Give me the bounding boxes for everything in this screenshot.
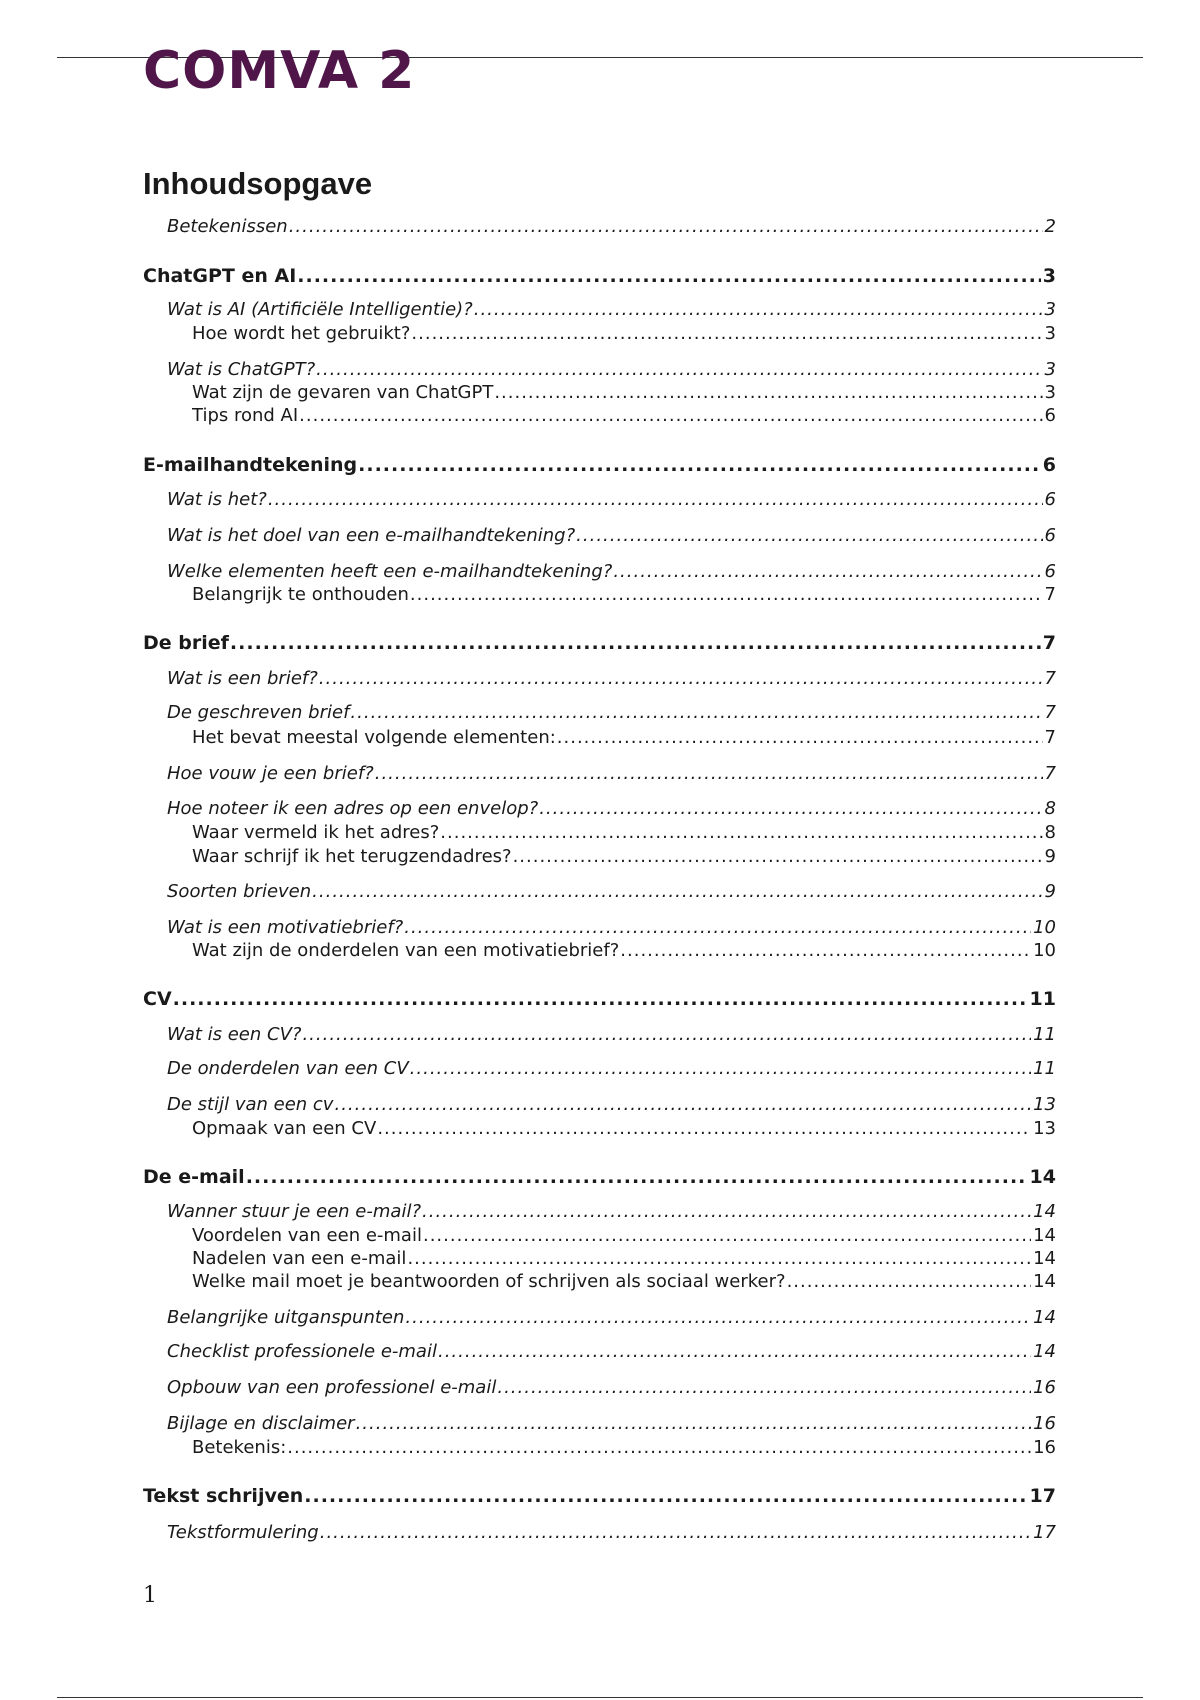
toc-leader-dots xyxy=(576,524,1042,548)
toc-entry-label: Tekst schrijven xyxy=(143,1485,304,1507)
toc-entry[interactable] xyxy=(167,916,1056,940)
toc-leader-dots xyxy=(358,453,1041,477)
toc-entry-page: 6 xyxy=(1044,525,1056,546)
toc-entry-page: 14 xyxy=(1033,1341,1056,1362)
toc-entry-page: 2 xyxy=(1044,216,1056,237)
toc-entry-page: 16 xyxy=(1033,1413,1056,1434)
toc-entry-label: De e-mail xyxy=(143,1166,245,1188)
toc-entry-label: Belangrijke uitganspunten xyxy=(167,1307,405,1328)
toc-leader-dots xyxy=(289,215,1043,239)
toc-entry[interactable] xyxy=(167,1521,1056,1545)
toc-leader-dots xyxy=(319,667,1043,691)
toc-leader-dots xyxy=(316,358,1042,382)
toc-entry-label: Betekenissen xyxy=(167,216,288,237)
toc-entry-page: 3 xyxy=(1042,265,1056,287)
toc-entry[interactable] xyxy=(192,845,1056,869)
toc-entry-label: Opmaak van een CV xyxy=(192,1118,377,1139)
toc-entry[interactable] xyxy=(143,631,1056,655)
toc-entry[interactable] xyxy=(167,524,1056,548)
toc-entry-page: 6 xyxy=(1044,489,1056,510)
toc-entry[interactable] xyxy=(192,726,1056,750)
toc-leader-dots xyxy=(423,1224,1031,1248)
toc-entry-page: 3 xyxy=(1044,299,1056,320)
page-number: 1 xyxy=(143,1583,157,1608)
toc-entry[interactable] xyxy=(167,1200,1056,1224)
toc-entry-label: Voordelen van een e-mail xyxy=(192,1225,422,1246)
toc-leader-dots xyxy=(557,726,1043,750)
toc-entry-page: 11 xyxy=(1033,1058,1056,1079)
toc-leader-dots xyxy=(302,1023,1031,1047)
toc-entry-label: Wanner stuur je een e-mail? xyxy=(167,1201,421,1222)
toc-entry[interactable] xyxy=(167,1306,1056,1330)
toc-entry[interactable] xyxy=(192,1224,1056,1248)
toc-entry-page: 14 xyxy=(1029,1166,1056,1188)
toc-entry-page: 10 xyxy=(1033,940,1056,961)
toc-entry-page: 8 xyxy=(1044,798,1056,819)
toc-leader-dots xyxy=(411,322,1042,346)
toc-leader-dots xyxy=(334,1093,1031,1117)
toc-leader-dots xyxy=(287,1436,1031,1460)
toc-leader-dots xyxy=(613,560,1042,584)
toc-entry-page: 6 xyxy=(1044,561,1056,582)
toc-leader-dots xyxy=(312,880,1042,904)
toc-leader-dots xyxy=(377,1117,1031,1141)
toc-entry-page: 7 xyxy=(1042,632,1056,654)
toc-entry[interactable] xyxy=(167,298,1056,322)
toc-leader-dots xyxy=(620,939,1031,963)
toc-leader-dots xyxy=(787,1270,1032,1294)
toc-entry[interactable] xyxy=(143,264,1056,288)
toc-entry-label: Wat is het? xyxy=(167,489,267,510)
toc-entry-label: De onderdelen van een CV xyxy=(167,1058,409,1079)
toc-entry-label: Wat is een brief? xyxy=(167,668,318,689)
toc-entry[interactable] xyxy=(192,1436,1056,1460)
toc-entry[interactable] xyxy=(167,667,1056,691)
toc-entry-page: 14 xyxy=(1033,1225,1056,1246)
toc-entry-label: Het bevat meestal volgende elementen: xyxy=(192,727,556,748)
toc-entry-page: 7 xyxy=(1044,702,1056,723)
toc-entry-label: Hoe vouw je een brief? xyxy=(167,763,374,784)
toc-entry[interactable] xyxy=(143,1165,1056,1189)
toc-entry-page: 9 xyxy=(1044,881,1056,902)
toc-entry-page: 3 xyxy=(1044,382,1056,403)
toc-entry-page: 7 xyxy=(1044,584,1056,605)
toc-entry-label: Tips rond AI xyxy=(192,405,299,426)
toc-leader-dots xyxy=(407,1247,1031,1271)
toc-entry[interactable] xyxy=(167,1057,1056,1081)
toc-entry[interactable] xyxy=(192,821,1056,845)
toc-heading: Inhoudsopgave xyxy=(143,166,373,201)
toc-leader-dots xyxy=(474,298,1043,322)
toc-entry-page: 14 xyxy=(1033,1307,1056,1328)
toc-entry-page: 7 xyxy=(1044,763,1056,784)
toc-entry[interactable] xyxy=(167,1376,1056,1400)
toc-entry-page: 17 xyxy=(1029,1485,1056,1507)
toc-leader-dots xyxy=(230,631,1041,655)
toc-entry-label: Checklist professionele e-mail xyxy=(167,1341,437,1362)
toc-entry-label: Opbouw van een professionel e-mail xyxy=(167,1377,497,1398)
toc-entry[interactable] xyxy=(167,488,1056,512)
toc-entry-page: 3 xyxy=(1044,323,1056,344)
toc-entry-page: 13 xyxy=(1033,1118,1056,1139)
toc-entry-label: CV xyxy=(143,988,172,1010)
toc-entry-label: Tekstformulering xyxy=(167,1522,319,1543)
toc-entry-page: 14 xyxy=(1033,1201,1056,1222)
toc-entry[interactable] xyxy=(192,322,1056,346)
toc-entry-label: Welke elementen heeft een e-mailhandtekening? xyxy=(167,561,613,582)
toc-entry-label: Welke mail moet je beantwoorden of schrijven als sociaal werker? xyxy=(192,1271,786,1292)
toc-entry[interactable] xyxy=(192,381,1056,405)
toc-entry-label: Hoe noteer ik een adres op een envelop? xyxy=(167,798,539,819)
toc-entry[interactable] xyxy=(167,1340,1056,1364)
toc-entry-label: Betekenis: xyxy=(192,1437,287,1458)
toc-leader-dots xyxy=(375,762,1043,786)
toc-entry-page: 6 xyxy=(1044,405,1056,426)
toc-entry-label: De stijl van een cv xyxy=(167,1094,334,1115)
toc-entry-page: 13 xyxy=(1033,1094,1056,1115)
toc-entry-label: Wat zijn de onderdelen van een motivatiebrief? xyxy=(192,940,620,961)
toc-entry-label: Wat is AI (Artificiële Intelligentie)? xyxy=(167,299,473,320)
toc-leader-dots xyxy=(299,404,1042,428)
toc-entry-label: De geschreven brief xyxy=(167,702,350,723)
toc-entry[interactable] xyxy=(143,453,1056,477)
toc-leader-dots xyxy=(539,797,1042,821)
toc-entry[interactable] xyxy=(167,215,1056,239)
toc-leader-dots xyxy=(356,1412,1032,1436)
toc-entry[interactable] xyxy=(192,1117,1056,1141)
toc-leader-dots xyxy=(410,583,1043,607)
toc-leader-dots xyxy=(320,1521,1031,1545)
toc-entry[interactable] xyxy=(192,939,1056,963)
toc-entry-page: 8 xyxy=(1044,822,1056,843)
toc-entry-label: Wat is een motivatiebrief? xyxy=(167,917,404,938)
toc-leader-dots xyxy=(497,1376,1031,1400)
toc-entry-label: De brief xyxy=(143,632,229,654)
toc-entry-page: 16 xyxy=(1033,1437,1056,1458)
toc-entry-page: 11 xyxy=(1029,988,1056,1010)
toc-leader-dots xyxy=(494,381,1042,405)
toc-entry[interactable] xyxy=(192,1247,1056,1271)
toc-entry[interactable] xyxy=(192,404,1056,428)
toc-entry[interactable] xyxy=(167,358,1056,382)
toc-entry-label: Waar vermeld ik het adres? xyxy=(192,822,440,843)
toc-leader-dots xyxy=(246,1165,1028,1189)
toc-entry[interactable] xyxy=(167,560,1056,584)
toc-entry[interactable] xyxy=(167,762,1056,786)
toc-entry[interactable] xyxy=(167,797,1056,821)
document-title: COMVA 2 xyxy=(143,41,416,101)
toc-leader-dots xyxy=(440,821,1042,845)
toc-entry-page: 3 xyxy=(1044,359,1056,380)
toc-entry[interactable] xyxy=(167,1023,1056,1047)
toc-entry-label: Waar schrijf ik het terugzendadres? xyxy=(192,846,512,867)
toc-entry[interactable] xyxy=(167,1412,1056,1436)
toc-entry-page: 16 xyxy=(1033,1377,1056,1398)
toc-entry-page: 6 xyxy=(1042,454,1056,476)
toc-leader-dots xyxy=(304,1484,1027,1508)
toc-leader-dots xyxy=(173,987,1028,1011)
toc-entry[interactable] xyxy=(143,1484,1056,1508)
toc-entry-label: Wat is het doel van een e-mailhandtekening? xyxy=(167,525,576,546)
toc-entry-label: Nadelen van een e-mail xyxy=(192,1248,407,1269)
toc-entry-label: Wat is een CV? xyxy=(167,1024,302,1045)
toc-leader-dots xyxy=(297,264,1040,288)
toc-entry[interactable] xyxy=(192,583,1056,607)
toc-leader-dots xyxy=(438,1340,1031,1364)
toc-entry-page: 7 xyxy=(1044,668,1056,689)
toc-entry-label: Bijlage en disclaimer xyxy=(167,1413,355,1434)
toc-entry[interactable] xyxy=(167,701,1056,725)
toc-leader-dots xyxy=(410,1057,1031,1081)
toc-entry[interactable] xyxy=(143,987,1056,1011)
footer-rule xyxy=(57,1697,1143,1698)
toc-leader-dots xyxy=(350,701,1042,725)
toc-entry-label: Belangrijk te onthouden xyxy=(192,584,409,605)
toc-entry[interactable] xyxy=(167,1093,1056,1117)
toc-leader-dots xyxy=(268,488,1043,512)
toc-leader-dots xyxy=(422,1200,1031,1224)
toc-entry-page: 9 xyxy=(1044,846,1056,867)
toc-entry[interactable] xyxy=(167,880,1056,904)
toc-entry[interactable] xyxy=(192,1270,1056,1294)
toc-entry-page: 11 xyxy=(1033,1024,1056,1045)
toc-entry-label: Wat zijn de gevaren van ChatGPT xyxy=(192,382,494,403)
toc-entry-page: 7 xyxy=(1044,727,1056,748)
toc-entry-page: 10 xyxy=(1033,917,1056,938)
toc-entry-label: E-mailhandtekening xyxy=(143,454,358,476)
toc-leader-dots xyxy=(405,1306,1031,1330)
toc-entry-label: Wat is ChatGPT? xyxy=(167,359,316,380)
toc-entry-page: 17 xyxy=(1033,1522,1056,1543)
toc-leader-dots xyxy=(404,916,1031,940)
toc-leader-dots xyxy=(513,845,1043,869)
toc-entry-page: 14 xyxy=(1033,1271,1056,1292)
toc-entry-label: Hoe wordt het gebruikt? xyxy=(192,323,411,344)
toc-entry-label: ChatGPT en AI xyxy=(143,265,297,287)
toc-entry-page: 14 xyxy=(1033,1248,1056,1269)
toc-entry-label: Soorten brieven xyxy=(167,881,312,902)
